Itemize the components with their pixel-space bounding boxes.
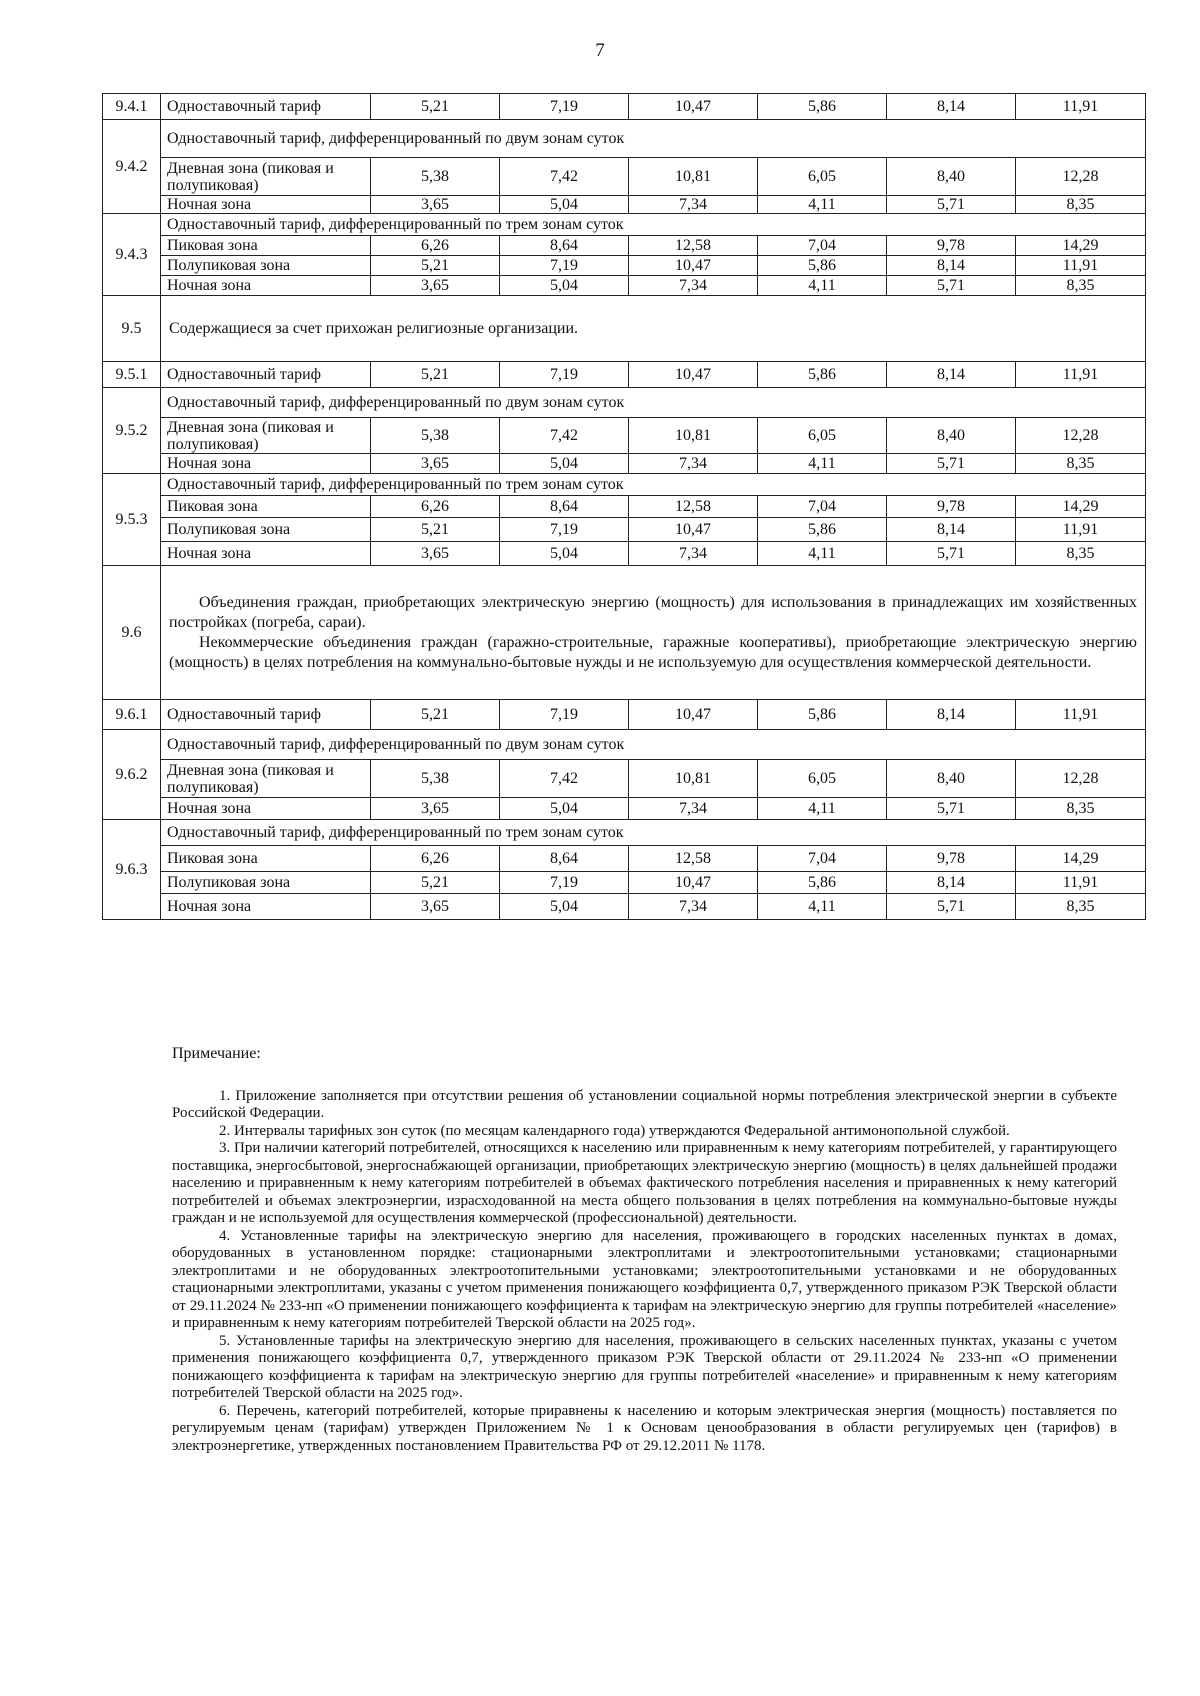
- zone-value: 3,65: [371, 798, 500, 820]
- tariff-value: 11,91: [1016, 362, 1146, 388]
- table-row: [103, 388, 1146, 418]
- tariff-value: 5,21: [371, 94, 500, 120]
- notes-title: Примечание:: [172, 1045, 261, 1062]
- page-number: 7: [595, 40, 605, 61]
- table-row: [103, 518, 1146, 542]
- row-code: 9.4.1: [103, 94, 161, 120]
- row-code: 9.5: [103, 296, 161, 362]
- zone-value: 7,19: [500, 256, 629, 276]
- table-row: [103, 362, 1146, 388]
- zone-value: 4,11: [758, 454, 887, 474]
- zone-value: 8,64: [500, 496, 629, 518]
- zone-value: 12,58: [629, 846, 758, 872]
- zone-value: 3,65: [371, 894, 500, 920]
- zone-label: Ночная зона: [161, 798, 371, 820]
- zone-value: 10,81: [629, 158, 758, 196]
- zone-value: 5,71: [887, 542, 1016, 566]
- zone-value: 5,71: [887, 454, 1016, 474]
- group-paragraph: Некоммерческие объединения граждан (гаражно-строительные, гаражные кооперативы), приобретающие электрическую энергию (мощность) в целях потребления на коммунально-бытовые нужды и не используемую для осуществления коммерческой деятельности.: [169, 633, 1137, 671]
- zone-value: 8,14: [887, 872, 1016, 894]
- zone-value: 7,34: [629, 454, 758, 474]
- zone-value: 3,65: [371, 542, 500, 566]
- zone-value: 3,65: [371, 196, 500, 214]
- tariff-value: 8,14: [887, 362, 1016, 388]
- row-code: 9.4.2: [103, 120, 161, 214]
- zone-value: 10,47: [629, 256, 758, 276]
- tariff-value: 7,19: [500, 700, 629, 730]
- table-row: [103, 256, 1146, 276]
- zone-value: 8,35: [1016, 196, 1146, 214]
- row-code: 9.5.2: [103, 388, 161, 474]
- zone-value: 5,71: [887, 196, 1016, 214]
- zone-value: 12,58: [629, 236, 758, 256]
- tariff-label: Одноставочный тариф: [161, 362, 371, 388]
- zone-value: 5,71: [887, 276, 1016, 296]
- zone-value: 6,05: [758, 418, 887, 454]
- zone-value: 6,26: [371, 496, 500, 518]
- zone-value: 7,42: [500, 158, 629, 196]
- zone-value: 5,38: [371, 760, 500, 798]
- zone-label: Ночная зона: [161, 196, 371, 214]
- zone-label: Дневная зона (пиковая и полупиковая): [161, 418, 371, 454]
- zone-label: Полупиковая зона: [161, 518, 371, 542]
- note-item: 5. Установленные тарифы на электрическую энергию для населения, проживающего в сельских населенных пунктах, указаны с учетом применения понижающего коэффициента 0,7, утвержденного приказом РЭК Тверской области от 29.11.2024 № 233-нп «О применении понижающего коэффициента к тарифам на электрическую энергию для группы потребителей «население» и приравненным к нему категориям потребителей Тверской области на 2025 год».: [172, 1332, 1117, 1401]
- group-paragraph: Содержащиеся за счет прихожан религиозные организации.: [169, 319, 579, 337]
- tariff-label: Одноставочный тариф: [161, 700, 371, 730]
- zone-label: Дневная зона (пиковая и полупиковая): [161, 760, 371, 798]
- zone-value: 5,21: [371, 872, 500, 894]
- table-row: [103, 214, 1146, 236]
- table-row: [103, 760, 1146, 798]
- zone-value: 5,04: [500, 542, 629, 566]
- zone-value: 7,04: [758, 236, 887, 256]
- table-row: [103, 296, 1146, 362]
- zone-value: 8,35: [1016, 276, 1146, 296]
- consumer-group-description: [161, 296, 1146, 362]
- table-row: [103, 700, 1146, 730]
- zone-label: Пиковая зона: [161, 496, 371, 518]
- zone-value: 11,91: [1016, 518, 1146, 542]
- zone-value: 5,04: [500, 798, 629, 820]
- note-item: 3. При наличии категорий потребителей, относящихся к населению или приравненным к нему категориям потребителей, у гарантирующего поставщика, энергосбытовой, энергоснабжающей организации, приобретающих электрическую энергию (мощность) в целях дальнейшей продажи населению и приравненным к нему категориям потребителей в объемах фактического потребления населения и приравненных к нему категорий потребителей и объемах электроэнергии, израсходованной на места общего пользования в целях потребления на коммунально-бытовые нужды граждан и не используемой для осуществления коммерческой (профессиональной) деятельности.: [172, 1140, 1117, 1226]
- tariff-value: 5,21: [371, 700, 500, 730]
- zone-value: 7,19: [500, 518, 629, 542]
- zone-value: 7,34: [629, 894, 758, 920]
- table-row: [103, 798, 1146, 820]
- table-row: [103, 454, 1146, 474]
- zone-value: 10,81: [629, 760, 758, 798]
- zone-value: 5,86: [758, 256, 887, 276]
- zone-value: 7,34: [629, 798, 758, 820]
- table-row: [103, 236, 1146, 256]
- zone-value: 5,04: [500, 894, 629, 920]
- zone-value: 6,05: [758, 760, 887, 798]
- zone-value: 8,40: [887, 158, 1016, 196]
- zone-value: 3,65: [371, 454, 500, 474]
- zone-label: Ночная зона: [161, 894, 371, 920]
- zone-label: Полупиковая зона: [161, 872, 371, 894]
- zone-value: 8,64: [500, 236, 629, 256]
- zone-value: 7,34: [629, 542, 758, 566]
- zone-value: 9,78: [887, 236, 1016, 256]
- zone-value: 4,11: [758, 798, 887, 820]
- zone-label: Ночная зона: [161, 276, 371, 296]
- zone-label: Дневная зона (пиковая и полупиковая): [161, 158, 371, 196]
- zone-value: 4,11: [758, 276, 887, 296]
- tariff-value: 10,47: [629, 94, 758, 120]
- tariff-value: 10,47: [629, 700, 758, 730]
- zone-value: 9,78: [887, 846, 1016, 872]
- table-row: [103, 566, 1146, 700]
- tariff-group-header: Одноставочный тариф, дифференцированный по двум зонам суток: [161, 730, 1146, 760]
- zone-value: 8,14: [887, 518, 1016, 542]
- zone-value: 14,29: [1016, 496, 1146, 518]
- zone-value: 7,42: [500, 760, 629, 798]
- zone-value: 12,28: [1016, 418, 1146, 454]
- table-row: [103, 496, 1146, 518]
- zone-value: 11,91: [1016, 872, 1146, 894]
- zone-value: 7,42: [500, 418, 629, 454]
- zone-value: 6,05: [758, 158, 887, 196]
- zone-value: 9,78: [887, 496, 1016, 518]
- zone-value: 4,11: [758, 542, 887, 566]
- table-row: [103, 474, 1146, 496]
- table-row: [103, 158, 1146, 196]
- zone-value: 5,04: [500, 276, 629, 296]
- tariff-value: 11,91: [1016, 700, 1146, 730]
- row-code: 9.6: [103, 566, 161, 700]
- zone-value: 12,28: [1016, 158, 1146, 196]
- zone-value: 8,35: [1016, 894, 1146, 920]
- zone-value: 10,47: [629, 872, 758, 894]
- zone-value: 4,11: [758, 196, 887, 214]
- zone-value: 8,35: [1016, 542, 1146, 566]
- tariff-value: 5,86: [758, 94, 887, 120]
- tariff-group-header: Одноставочный тариф, дифференцированный по трем зонам суток: [161, 214, 1146, 236]
- zone-label: Ночная зона: [161, 542, 371, 566]
- zone-value: 5,38: [371, 418, 500, 454]
- zone-value: 7,19: [500, 872, 629, 894]
- note-item: 2. Интервалы тарифных зон суток (по месяцам календарного года) утверждаются Федеральной антимонопольной службой.: [219, 1122, 1010, 1139]
- table-row: [103, 196, 1146, 214]
- tariff-label: Одноставочный тариф: [161, 94, 371, 120]
- zone-value: 4,11: [758, 894, 887, 920]
- zone-value: 5,71: [887, 894, 1016, 920]
- table-row: [103, 820, 1146, 846]
- zone-value: 8,35: [1016, 454, 1146, 474]
- tariff-group-header: Одноставочный тариф, дифференцированный по двум зонам суток: [161, 120, 1146, 158]
- row-code: 9.6.1: [103, 700, 161, 730]
- table-row: [103, 846, 1146, 872]
- zone-value: 5,86: [758, 518, 887, 542]
- zone-label: Ночная зона: [161, 454, 371, 474]
- consumer-group-description: [161, 566, 1146, 700]
- tariff-group-header: Одноставочный тариф, дифференцированный по трем зонам суток: [161, 474, 1146, 496]
- zone-value: 12,28: [1016, 760, 1146, 798]
- tariff-value: 5,21: [371, 362, 500, 388]
- tariff-value: 7,19: [500, 362, 629, 388]
- tariff-table: [102, 93, 1146, 920]
- zone-value: 12,58: [629, 496, 758, 518]
- zone-value: 8,40: [887, 418, 1016, 454]
- tariff-value: 5,86: [758, 362, 887, 388]
- zone-value: 10,47: [629, 518, 758, 542]
- row-code: 9.5.3: [103, 474, 161, 566]
- zone-value: 8,64: [500, 846, 629, 872]
- note-item: 1. Приложение заполняется при отсутствии решения об установлении социальной нормы потребления электрической энергии в субъекте Российской Федерации.: [172, 1087, 1117, 1121]
- zone-label: Полупиковая зона: [161, 256, 371, 276]
- note-item: 4. Установленные тарифы на электрическую энергию для населения, проживающего в городских населенных пунктах в домах, оборудованных в установленном порядке: стационарными электроплитами и электроотопительными установками; стационарными электроплитами и не оборудованных электроотопительными установками; электроотопительными установками и не оборудованных стационарными электроплитами, указаны с учетом применения понижающего коэффициента 0,7, утвержденного приказом РЭК Тверской области от 29.11.2024 № 233-нп «О применении понижающего коэффициента к тарифам на электрическую энергию для группы потребителей «население» и приравненным к нему категориям потребителей Тверской области на 2025 год».: [172, 1227, 1117, 1331]
- zone-value: 7,04: [758, 846, 887, 872]
- table-row: [103, 872, 1146, 894]
- zone-value: 5,04: [500, 196, 629, 214]
- tariff-value: 5,86: [758, 700, 887, 730]
- notes-section: [172, 1045, 1117, 1455]
- tariff-group-header: Одноставочный тариф, дифференцированный по двум зонам суток: [161, 388, 1146, 418]
- table-row: [103, 894, 1146, 920]
- table-row: [103, 276, 1146, 296]
- table-row: [103, 542, 1146, 566]
- tariff-value: 8,14: [887, 700, 1016, 730]
- zone-value: 5,71: [887, 798, 1016, 820]
- zone-value: 14,29: [1016, 236, 1146, 256]
- note-item: 6. Перечень, категорий потребителей, которые приравнены к населению и которым электрическая энергия (мощность) поставляется по регулируемым ценам (тарифам) утвержден Приложением № 1 к Основам ценообразования в области регулируемых цен (тарифов) в электроэнергетике, утвержденных постановлением Правительства РФ от 29.12.2011 № 1178.: [172, 1402, 1117, 1454]
- zone-value: 14,29: [1016, 846, 1146, 872]
- tariff-value: 8,14: [887, 94, 1016, 120]
- tariff-value: 10,47: [629, 362, 758, 388]
- tariff-group-header: Одноставочный тариф, дифференцированный по трем зонам суток: [161, 820, 1146, 846]
- table-row: [103, 418, 1146, 454]
- zone-value: 7,34: [629, 276, 758, 296]
- tariff-value: 7,19: [500, 94, 629, 120]
- zone-label: Пиковая зона: [161, 236, 371, 256]
- table-row: [103, 120, 1146, 158]
- zone-value: 5,21: [371, 256, 500, 276]
- zone-label: Пиковая зона: [161, 846, 371, 872]
- zone-value: 3,65: [371, 276, 500, 296]
- zone-value: 5,21: [371, 518, 500, 542]
- row-code: 9.5.1: [103, 362, 161, 388]
- zone-value: 7,34: [629, 196, 758, 214]
- row-code: 9.4.3: [103, 214, 161, 296]
- zone-value: 7,04: [758, 496, 887, 518]
- zone-value: 8,35: [1016, 798, 1146, 820]
- table-row: [103, 730, 1146, 760]
- group-paragraph: Объединения граждан, приобретающих электрическую энергию (мощность) для использования в принадлежащих им хозяйственных постройках (погреба, сараи).: [169, 593, 1137, 631]
- tariff-value: 11,91: [1016, 94, 1146, 120]
- table-row: [103, 94, 1146, 120]
- row-code: 9.6.3: [103, 820, 161, 920]
- zone-value: 5,04: [500, 454, 629, 474]
- zone-value: 5,86: [758, 872, 887, 894]
- zone-value: 8,14: [887, 256, 1016, 276]
- zone-value: 5,38: [371, 158, 500, 196]
- zone-value: 10,81: [629, 418, 758, 454]
- notes-list: [172, 1088, 1117, 1456]
- zone-value: 11,91: [1016, 256, 1146, 276]
- row-code: 9.6.2: [103, 730, 161, 820]
- zone-value: 6,26: [371, 846, 500, 872]
- zone-value: 6,26: [371, 236, 500, 256]
- zone-value: 8,40: [887, 760, 1016, 798]
